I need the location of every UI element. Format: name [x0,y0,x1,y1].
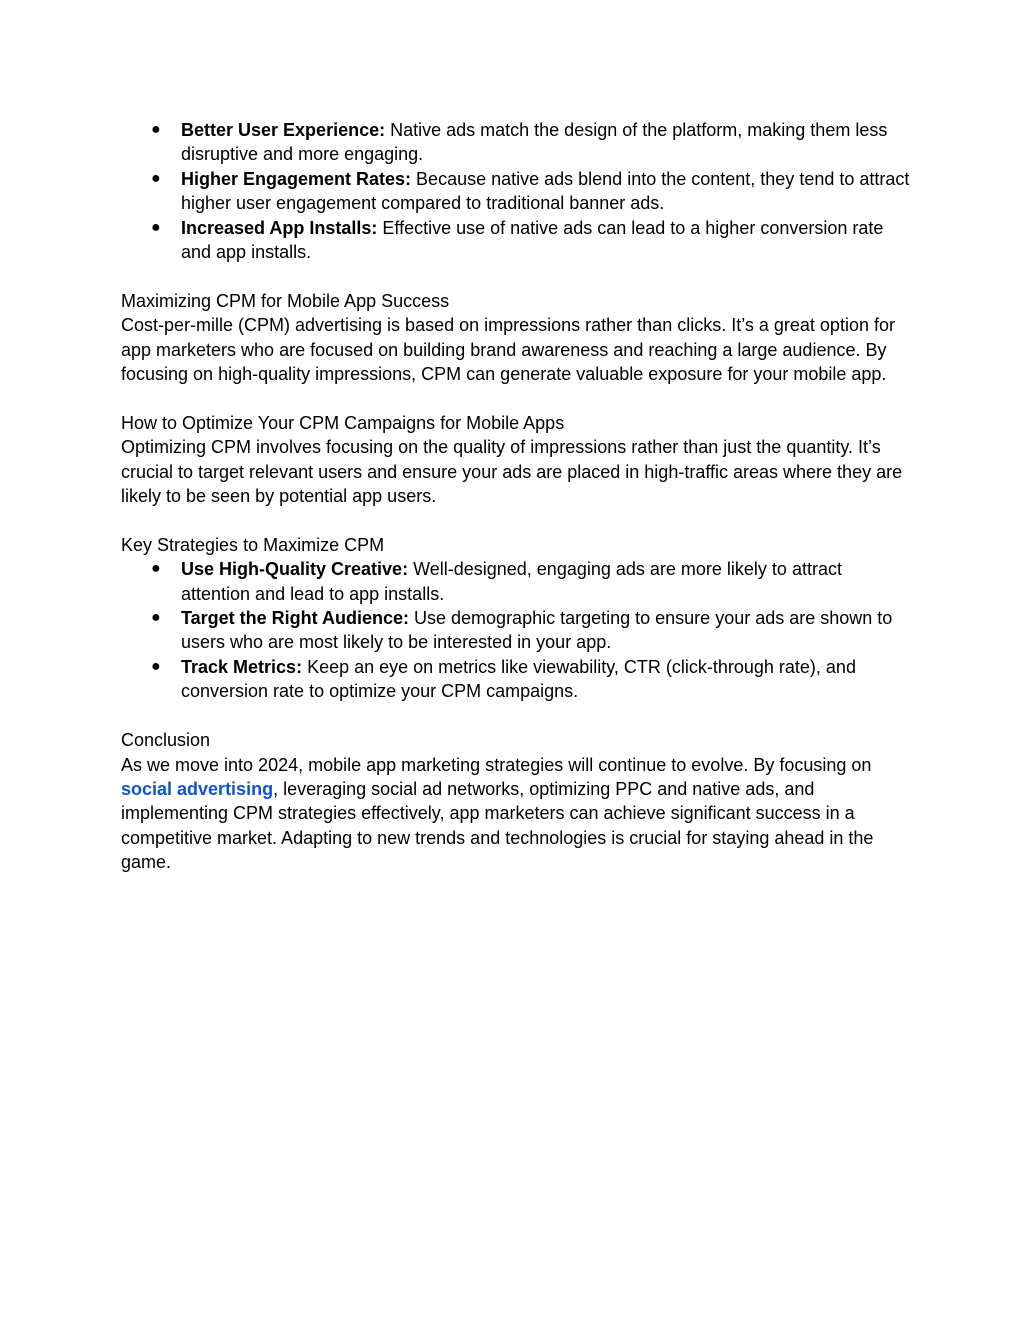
bullet-icon: ● [151,560,161,578]
spacer [121,264,911,288]
spacer [121,386,911,410]
list-item-term: Increased App Installs: [181,217,378,238]
section-body-cpm: Cost-per-mille (CPM) advertising is based on impressions rather than clicks. It’s a great option for app marketers who are focused on building brand awareness and reaching a large audience. By focusing on high-quality impressions, CPM can generate valuable exposure for your mobile app. [121,315,895,385]
list-item-text: Use demographic targeting to ensure your ads are shown to users who are most likely to be interested in your app. [181,608,893,653]
list-item [121,216,911,265]
list-item-text: Keep an eye on metrics like viewability, CTR (click-through rate), and conversion rate to optimize your CPM campaigns. [181,656,856,702]
section-heading-conclusion: Conclusion [121,730,211,751]
list-item-term: Better User Experience: [181,120,386,140]
document-page [121,118,911,875]
section-heading-cpm: Maximizing CPM for Mobile App Success [121,290,450,311]
section-body-conclusion [121,753,911,875]
list-item-term: Use High-Quality Creative: [181,559,409,580]
bullet-icon: ● [151,657,161,675]
section-body-optimize: Optimizing CPM involves focusing on the quality of impressions rather than just the quantity. It’s crucial to target relevant users and ensure your ads are placed in high-traffic areas where they are likely to be seen by potential app users. [121,437,903,507]
list-item [121,167,911,216]
spacer [121,704,911,728]
native-ads-benefits-list [121,118,911,264]
social-advertising-link[interactable]: social advertising [121,778,274,799]
list-item-term: Target the Right Audience: [181,608,410,629]
spacer [121,508,911,532]
bullet-icon: ● [151,218,161,236]
list-item-text: Effective use of native ads can lead to a higher conversion rate and app installs. [181,217,884,263]
list-item-term: Higher Engagement Rates: [181,168,412,189]
bullet-icon: ● [151,169,161,187]
section-heading-strategies: Key Strategies to Maximize CPM [121,534,385,555]
list-item-text: Well-designed, engaging ads are more likely to attract attention and lead to app installs. [181,559,842,604]
section-heading-optimize: How to Optimize Your CPM Campaigns for Mobile Apps [121,412,565,433]
list-item [121,557,911,606]
bullet-icon: ● [151,121,161,138]
strategies-list [121,557,911,703]
list-item-text: Because native ads blend into the content, they tend to attract higher user engagement compared to traditional banner ads. [181,168,910,214]
list-item-term: Track Metrics: [181,656,303,677]
conclusion-text-after: , leveraging social ad networks, optimizing PPC and native ads, and implementing CPM strategies effectively, app marketers can achieve significant success in a competitive market. Adapting to new trends and technologies is crucial for staying ahead in the game. [121,778,874,873]
conclusion-text-before: As we move into 2024, mobile app marketing strategies will continue to evolve. By focusing on [121,754,872,775]
list-item [121,118,911,167]
list-item [121,606,911,655]
bullet-icon: ● [151,609,161,627]
list-item [121,655,911,704]
list-item-text: Native ads match the design of the platform, making them less disruptive and more engaging. [181,120,888,165]
